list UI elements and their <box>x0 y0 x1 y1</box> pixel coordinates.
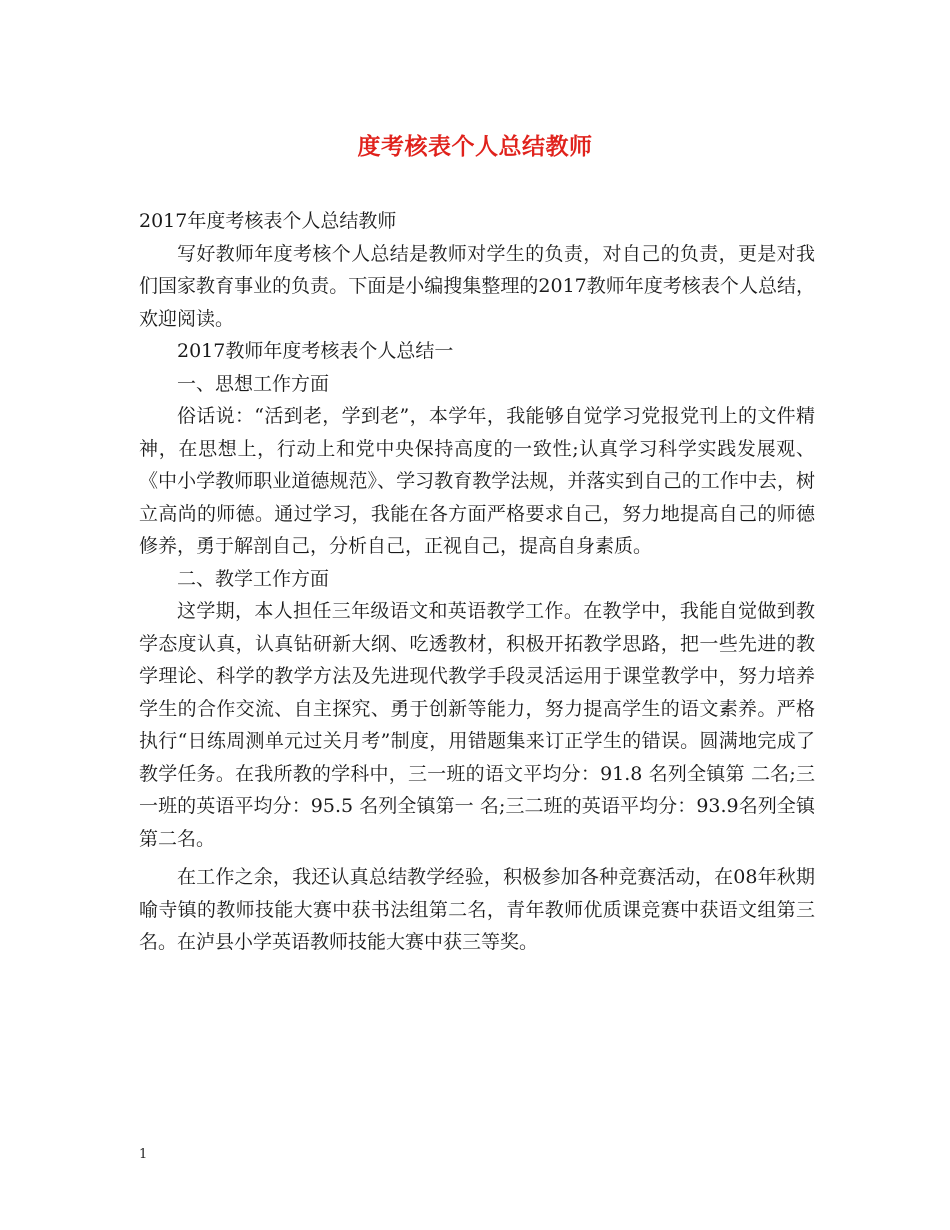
subsection-heading-thought: 一、思想工作方面 <box>177 372 330 395</box>
thought-paragraph: 俗话说：“活到老，学到老”，本学年，我能够自觉学习党报党刊上的文件精神，在思想上，行动上和党中央保持高度的一致性;认真学习科学实践发展观、《中小学教师职业道德规范》、学习教育教学法规，并落实到自己的工作中去，树立高尚的师德。通过学习，我能在各方面严格要求自己，努力地提高自己的师德修养，勇于解剖自己，分析自己，正视自己，提高自身素质。 <box>139 405 815 557</box>
intro-paragraph: 写好教师年度考核个人总结是教师对学生的负责，对自己的负责，更是对我们国家教育事业的负责。下面是小编搜集整理的2017教师年度考核表个人总结，欢迎阅读。 <box>139 242 815 330</box>
subtitle-paragraph: 2017年度考核表个人总结教师 <box>139 210 397 232</box>
document-title: 度考核表个人总结教师 <box>357 133 593 160</box>
section-heading: 2017教师年度考核表个人总结一 <box>177 340 454 362</box>
subsection-heading-teaching: 二、教学工作方面 <box>177 567 330 590</box>
document-body <box>139 205 815 959</box>
extra-work-paragraph: 在工作之余，我还认真总结教学经验，积极参加各种竞赛活动，在08年秋期喻寺镇的教师技能大赛中获书法组第二名，青年教师优质课竞赛中获语文组第三名。在泸县小学英语教师技能大赛中获三等奖。 <box>139 866 815 953</box>
teaching-paragraph: 这学期，本人担任三年级语文和英语教学工作。在教学中，我能自觉做到教学态度认真，认真钻研新大纲、吃透教材，积极开拓教学思路，把一些先进的教学理论、科学的教学方法及先进现代教学手段灵活运用于课堂教学中，努力培养学生的合作交流、自主探究、勇于创新等能力，努力提高学生的语文素养。严格执行“日练周测单元过关月考”制度，用错题集来订正学生的错误。圆满地完成了教学任务。在我所教的学科中，三一班的语文平均分：91.8 名列全镇第 二名;三一班的英语平均分：95.5 名列全镇第一 名;三二班的英语平均分：93.9名列全镇第二名。 <box>139 600 815 850</box>
page-number: 1 <box>139 1147 148 1162</box>
